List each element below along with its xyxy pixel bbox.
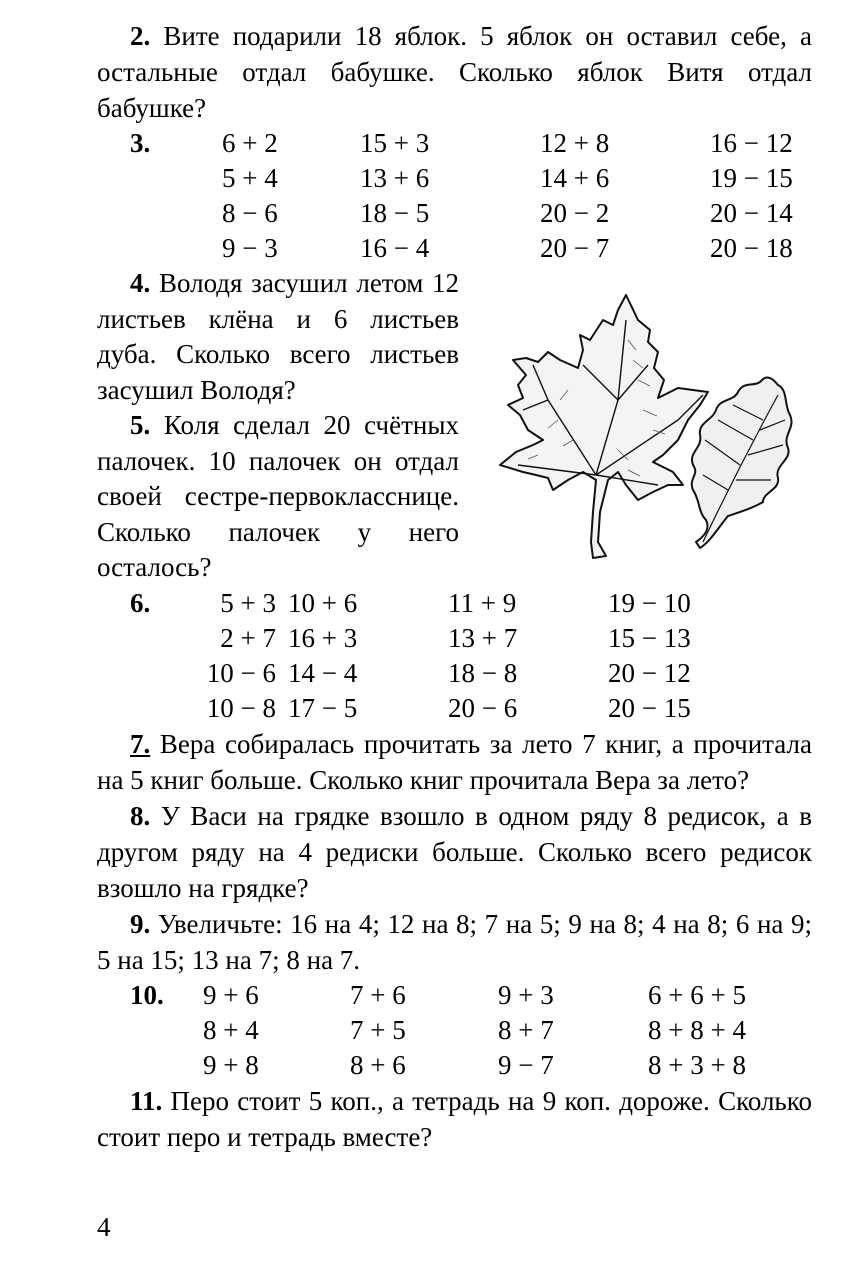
expression: 8 − 6 <box>222 198 278 228</box>
problem-number: 11. <box>130 1085 163 1116</box>
expression: 9 + 8 <box>203 1049 259 1080</box>
problem-number <box>130 691 182 726</box>
problem-number <box>130 1013 203 1048</box>
expression: 6 + 2 <box>222 128 278 158</box>
problem-text: Перо стоит 5 коп., а тетрадь на 9 коп. дороже. Сколько стоит перо и тетрадь вместе? <box>97 1085 812 1152</box>
problem-8 <box>97 798 812 906</box>
problem-text: Вера собиралась прочитать за лето 7 книг, а прочитала на 5 книг больше. Сколько книг прочитала Вера за лето? <box>97 728 812 795</box>
problem-number: 6. <box>130 587 151 618</box>
oak-leaf-icon <box>692 377 792 548</box>
problem-number: 3. <box>130 128 151 158</box>
expression: 14 + 6 <box>540 163 610 193</box>
expression: 17 − 5 <box>288 692 358 723</box>
problem-6-grid <box>97 586 812 726</box>
expression: 18 − 8 <box>448 657 518 688</box>
expression: 9 + 6 <box>203 979 259 1010</box>
expression: 7 + 6 <box>350 979 406 1010</box>
problem-9 <box>97 906 812 978</box>
expression: 8 + 7 <box>498 1014 554 1045</box>
page-number: 4 <box>97 1212 111 1242</box>
expression: 11 + 9 <box>448 587 517 618</box>
problem-text: У Васи на грядке взошло в одном ряду 8 редисок, а в другом ряду на 4 редиски больше. Сколько всего редисок взошло на грядке? <box>97 800 812 903</box>
problem-10-grid <box>97 978 812 1083</box>
leaves-illustration <box>478 280 808 570</box>
expression: 19 − 15 <box>710 163 793 193</box>
expression: 16 + 3 <box>288 622 358 653</box>
expression: 12 + 8 <box>540 128 610 158</box>
expression: 8 + 4 <box>203 1014 259 1045</box>
problem-7 <box>97 726 812 798</box>
problem-number <box>130 621 182 656</box>
problem-number: 9. <box>130 908 151 939</box>
problem-3-grid <box>97 126 812 266</box>
problem-5 <box>97 408 459 586</box>
expression: 20 − 12 <box>608 657 691 688</box>
expression: 10 + 6 <box>288 587 358 618</box>
problem-text: Увеличьте: 16 на 4; 12 на 8; 7 на 5; 9 на 8; 4 на 8; 6 на 9; 5 на 15; 13 на 7; 8 на 7. <box>97 908 813 975</box>
expression: 9 − 3 <box>222 233 278 263</box>
expression: 20 − 14 <box>710 198 793 228</box>
problem-number: 10. <box>130 979 164 1010</box>
expression: 7 + 5 <box>350 1014 406 1045</box>
problem-number: 8. <box>130 800 151 831</box>
expression: 20 − 7 <box>540 233 610 263</box>
expression: 13 + 7 <box>448 622 518 653</box>
problem-number <box>130 656 182 691</box>
expression: 10 − 6 <box>206 657 276 688</box>
expression: 18 − 5 <box>360 198 430 228</box>
expression: 15 + 3 <box>360 128 430 158</box>
expression: 8 + 8 + 4 <box>648 1014 746 1045</box>
problem-number <box>130 1048 203 1083</box>
problem-number: 2. <box>130 21 151 51</box>
expression: 5 + 3 <box>220 587 276 618</box>
problem-11 <box>97 1083 812 1155</box>
expression: 5 + 4 <box>222 163 278 193</box>
problem-number: 4. <box>130 268 151 298</box>
problem-text: Вите подарили 18 яблок. 5 яблок он оставил себе, а остальные отдал бабушке. Сколько яблок Витя отдал бабушке? <box>97 21 812 123</box>
expression: 6 + 6 + 5 <box>648 979 746 1010</box>
expression: 16 − 4 <box>360 233 430 263</box>
expression: 20 − 15 <box>608 692 691 723</box>
problem-number <box>130 196 222 231</box>
expression: 2 + 7 <box>220 622 276 653</box>
problem-4 <box>97 266 459 408</box>
expression: 20 − 18 <box>710 233 793 263</box>
problem-number <box>130 231 222 266</box>
expression: 8 + 3 + 8 <box>648 1049 746 1080</box>
expression: 9 + 3 <box>498 979 554 1010</box>
expression: 19 − 10 <box>608 587 691 618</box>
problem-text: Коля сделал 20 счётных палочек. 10 палочек он отдал своей сестре-первокласснице. Сколько палочек у него осталось? <box>97 410 459 582</box>
expression: 20 − 2 <box>540 198 610 228</box>
expression: 8 + 6 <box>350 1049 406 1080</box>
expression: 16 − 12 <box>710 128 793 158</box>
maple-leaf-icon <box>500 295 708 558</box>
problem-text: Володя засушил летом 12 листьев клёна и 6 листьев дуба. Сколько всего листьев засушил Володя? <box>97 268 460 405</box>
expression: 9 − 7 <box>498 1049 554 1080</box>
problem-number: 7. <box>130 728 151 759</box>
problem-number <box>130 161 222 196</box>
textbook-page <box>97 18 812 1155</box>
problem-2 <box>97 18 812 126</box>
expression: 10 − 8 <box>206 692 276 723</box>
expression: 20 − 6 <box>448 692 518 723</box>
expression: 13 + 6 <box>360 163 430 193</box>
expression: 15 − 13 <box>608 622 691 653</box>
problem-number: 5. <box>130 410 151 440</box>
expression: 14 − 4 <box>288 657 358 688</box>
